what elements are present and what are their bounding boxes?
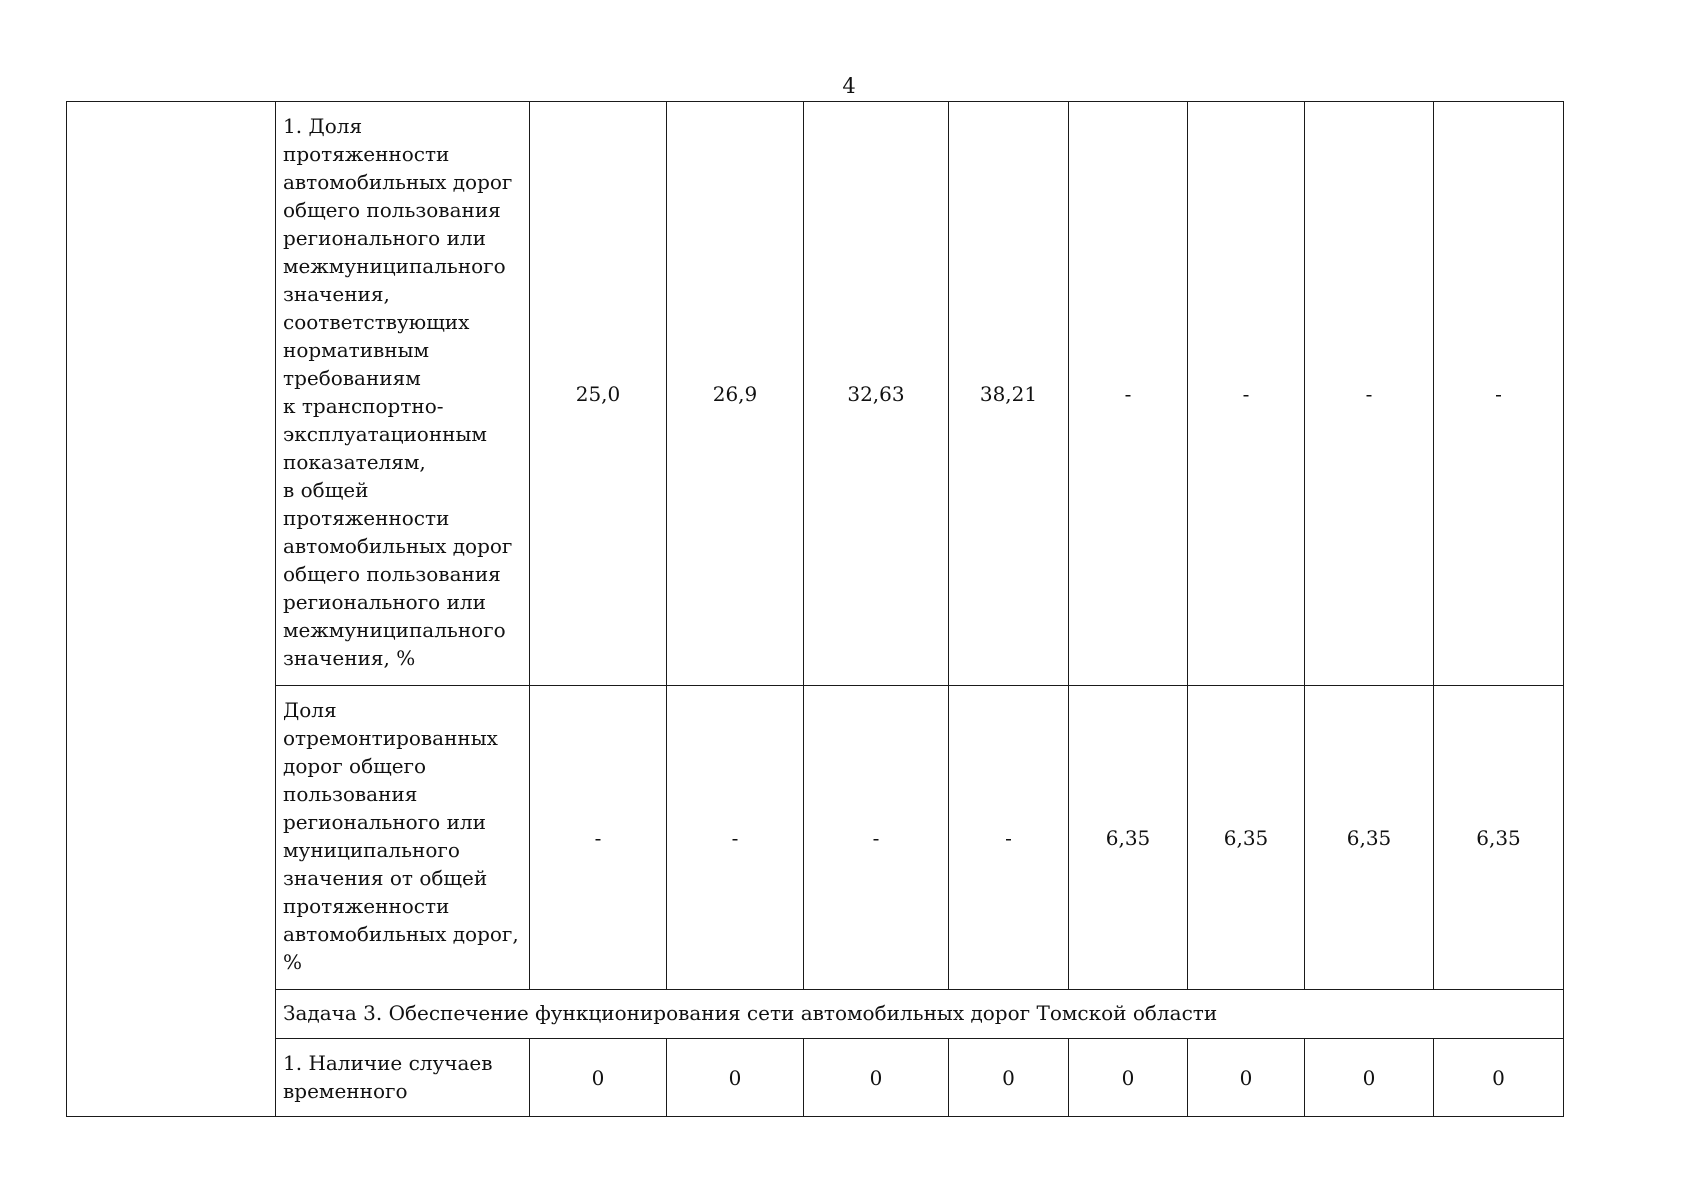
value-cell: 0	[949, 1039, 1069, 1117]
table-row	[67, 102, 1564, 686]
page-number: 4	[842, 74, 856, 98]
indicators-table	[66, 101, 1564, 1117]
value-cell: 38,21	[949, 102, 1069, 686]
table-row	[67, 1039, 1564, 1117]
value-cell: -	[667, 686, 804, 990]
value-cell: -	[949, 686, 1069, 990]
value-cell: -	[804, 686, 949, 990]
value-cell: 0	[1069, 1039, 1188, 1117]
value-cell: -	[1188, 102, 1305, 686]
value-cell: -	[1434, 102, 1564, 686]
value-cell: 6,35	[1188, 686, 1305, 990]
value-cell: 32,63	[804, 102, 949, 686]
value-cell: 25,0	[530, 102, 667, 686]
value-cell: 0	[1188, 1039, 1305, 1117]
value-cell: 0	[1305, 1039, 1434, 1117]
value-cell: 6,35	[1069, 686, 1188, 990]
task-heading: Задача 3. Обеспечение функционирования сети автомобильных дорог Томской области	[276, 990, 1564, 1039]
value-cell: 0	[804, 1039, 949, 1117]
value-cell: 0	[667, 1039, 804, 1117]
indicator-label: 1. Доля протяженности автомобильных дорог общего пользования регионального или межмуниципального значения, соответствующих нормативным требованиям к транспортно- эксплуатационным показателям, в общей протяженности автомобильных дорог общего пользования регионального или межмуниципального значения, %	[276, 102, 530, 686]
value-cell: 6,35	[1305, 686, 1434, 990]
task-heading-row	[67, 990, 1564, 1039]
value-cell: -	[530, 686, 667, 990]
indicator-label: 1. Наличие случаев временного	[276, 1039, 530, 1117]
value-cell: 0	[1434, 1039, 1564, 1117]
value-cell: 26,9	[667, 102, 804, 686]
value-cell: -	[1069, 102, 1188, 686]
empty-first-column-cell	[67, 102, 276, 1117]
indicator-label: Доля отремонтированных дорог общего пользования регионального или муниципального значения от общей протяженности автомобильных дорог, %	[276, 686, 530, 990]
value-cell: -	[1305, 102, 1434, 686]
table-row	[67, 686, 1564, 990]
value-cell: 0	[530, 1039, 667, 1117]
value-cell: 6,35	[1434, 686, 1564, 990]
